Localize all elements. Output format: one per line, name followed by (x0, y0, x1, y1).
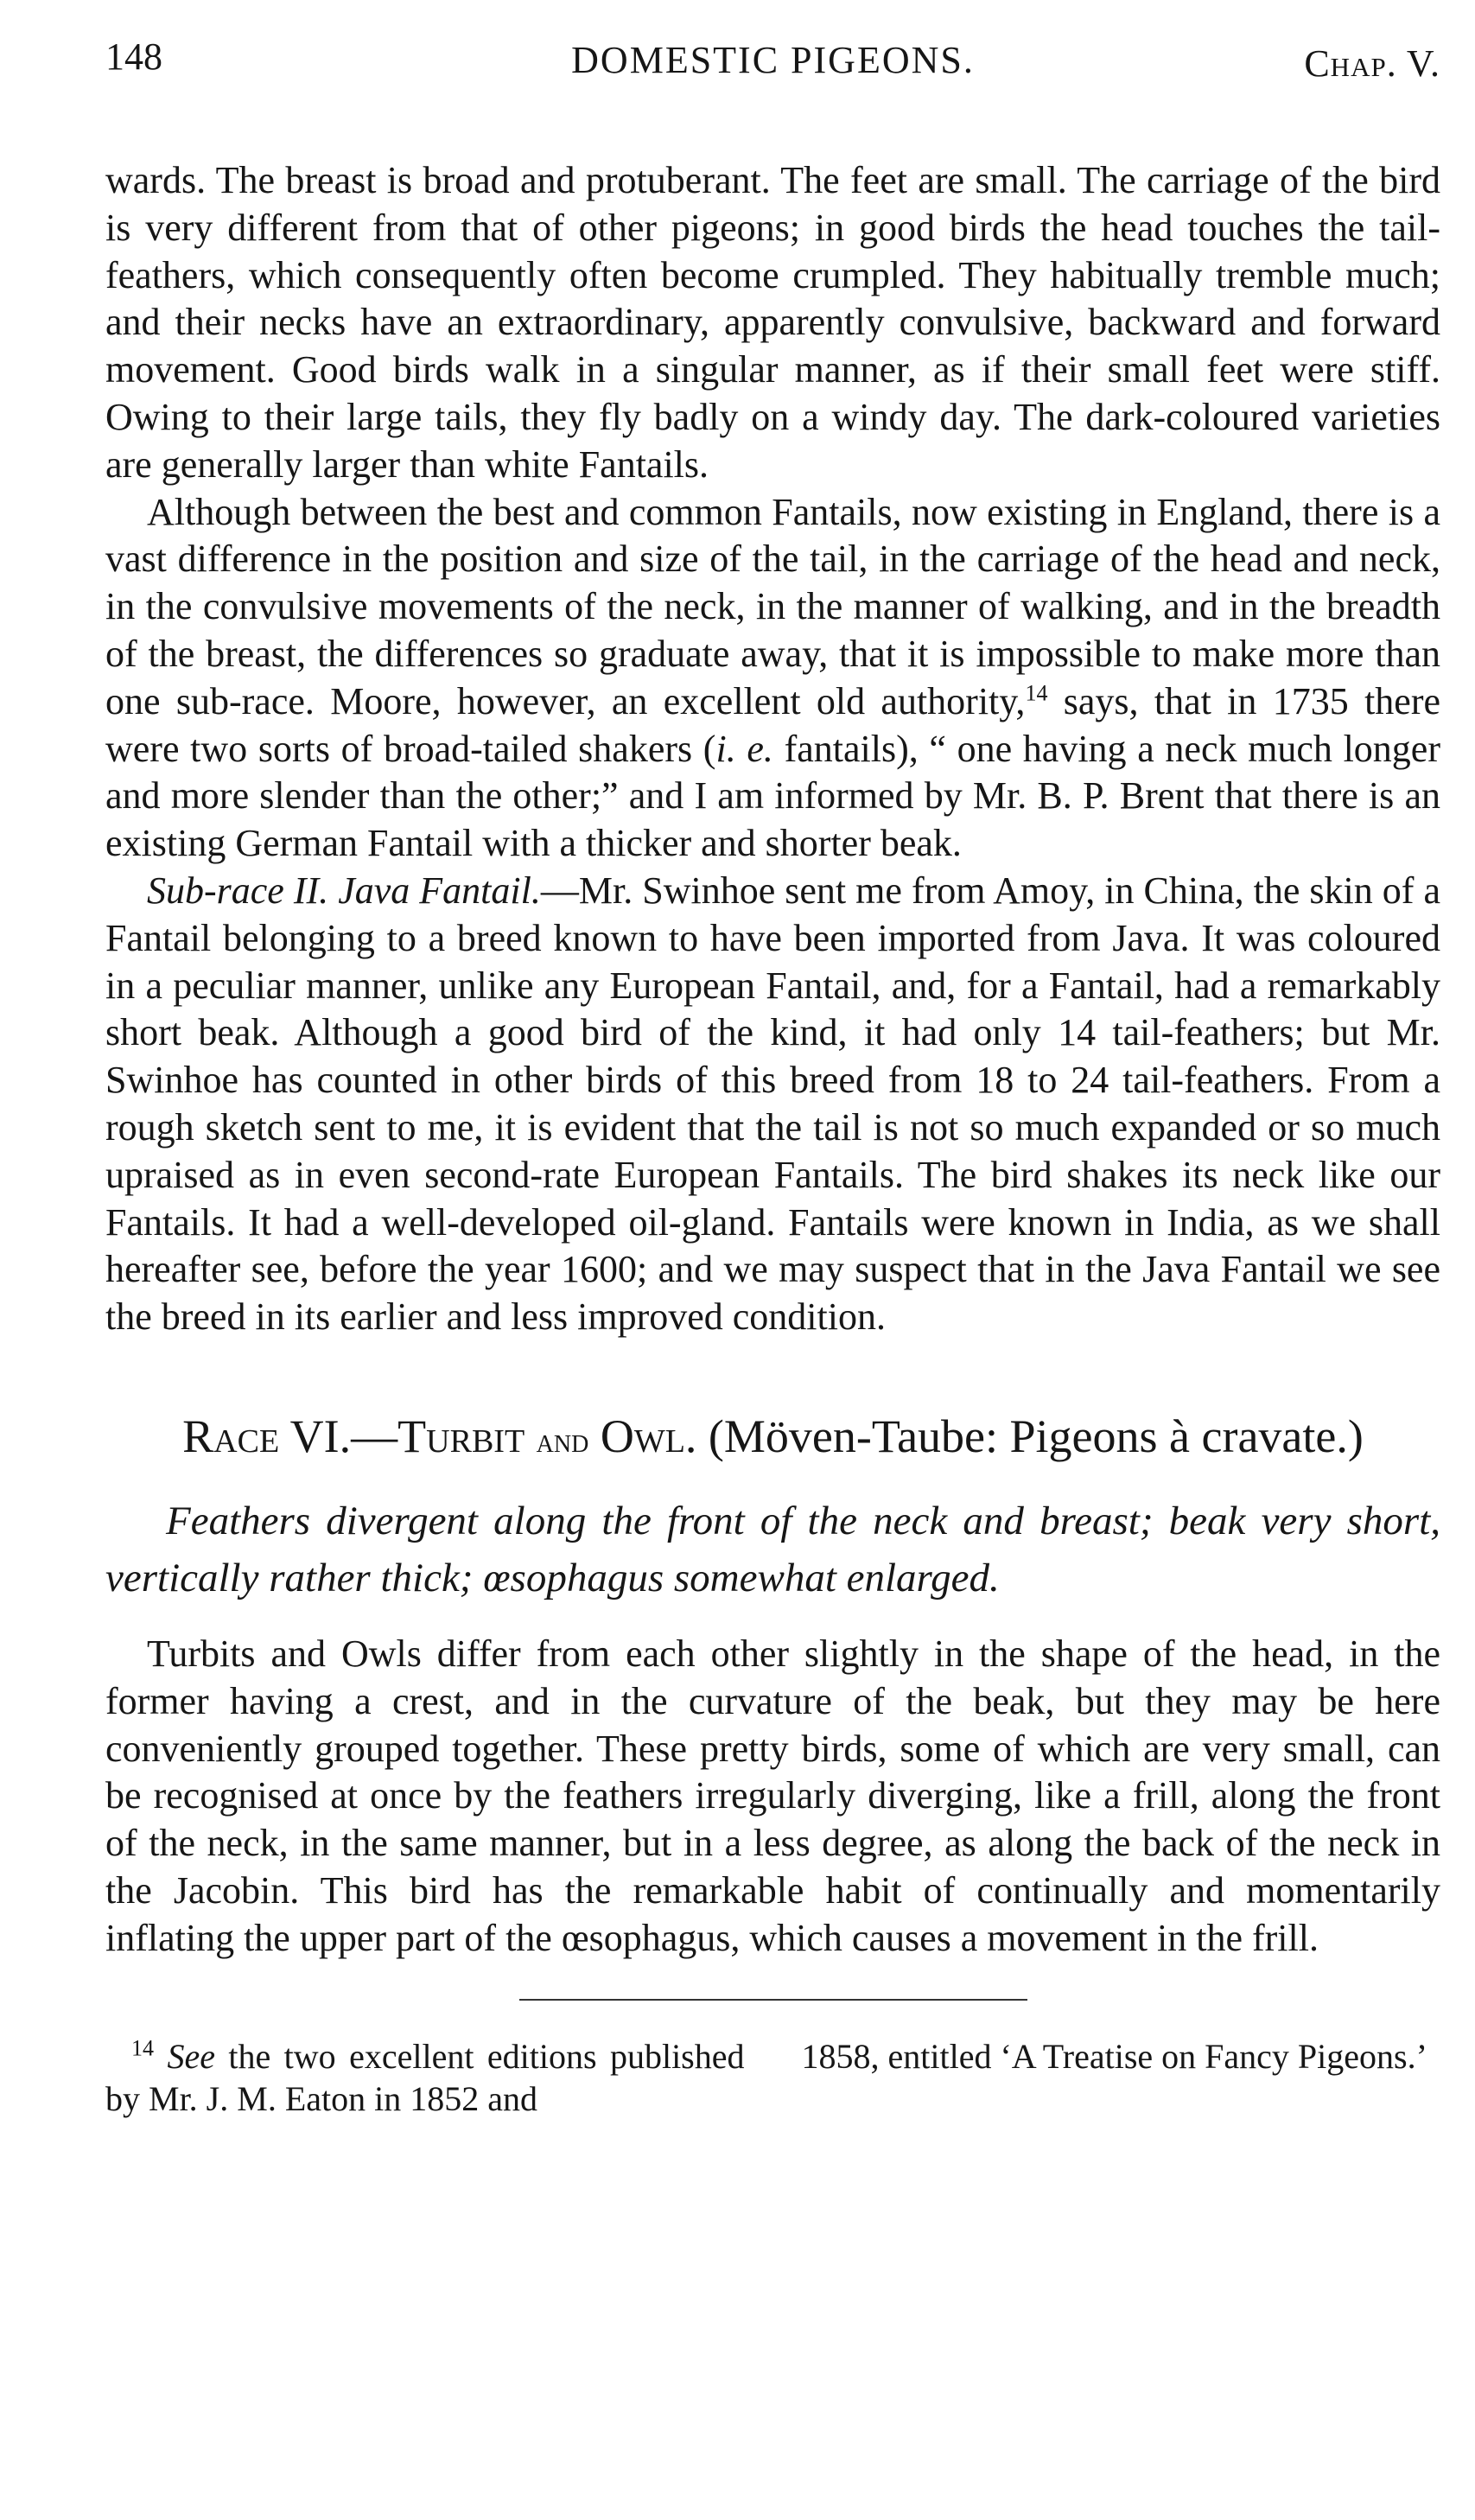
running-title: DOMESTIC PIGEONS. (571, 39, 975, 81)
race-number: Race VI. (182, 1410, 352, 1462)
footnotes (105, 2035, 1440, 2120)
running-head (105, 26, 1440, 85)
heading-owl: Owl. (600, 1410, 697, 1462)
footnote-text: the two excellent editions published by Mr. J. M. Eaton in 1852 and (105, 2036, 745, 2118)
footnote-see: See (167, 2036, 215, 2076)
race-heading (105, 1409, 1440, 1468)
footnote-divider (519, 1999, 1027, 2001)
paragraph-text: —Mr. Swinhoe sent me from Amoy, in China, the skin of a Fantail belonging to a breed known to have been imported from Java. It was coloured in a peculiar manner, unlike any European Fantail, and, for a Fantail, had a remarkably short beak. Although a good bird of the kind, it had only 14 tail-feathers; but Mr. Swinhoe has counted in other birds of this breed from 18 to 24 tail-feathers. From a rough sketch sent to me, it is evident that the tail is not so much expanded or so much upraised as in even second-rate European Fantails. The bird shakes its neck like our Fantails. It had a well-developed oil-gland. Fantails were known in India, as we shall hereafter see, before the year 1600; and we may suspect that in the Java Fantail we see the breed in its earlier and less improved condition. (105, 869, 1440, 1339)
paragraph-text: Although between the best and common Fantails, now existing in England, there is a vast difference in the position and size of the tail, in the carriage of the head and neck, in the convulsive movements of the neck, in the manner of walking, and in the breadth of the breast, the differences so graduate away, that it is impossible to make more than one sub-race. Moore, however, an excellent old authority, (105, 490, 1440, 722)
race-description: Feathers divergent along the front of the neck and breast; beak very short, vertically rather thick; œsophagus somewhat enlarged. (105, 1498, 1440, 1600)
heading-alt-names: (Möven-Taube: Pigeons à cravate.) (696, 1410, 1364, 1462)
paragraph-fantail-carriage: wards. The breast is broad and protuberant. The feet are small. The carriage of the bird is very different from that of other pigeons; in good birds the head touches the tail-feathers, which consequently often become crumpled. They habitually tremble much; and their necks have an extraordinary, apparently convulsive, backward and forward movement. Good birds walk in a singular manner, as if their small feet were stiff. Owing to their large tails, they fly badly on a windy day. The dark-coloured varieties are generally larger than white Fantails. (105, 159, 1440, 486)
paragraph-java-fantail (105, 868, 1440, 1341)
body-text (105, 157, 1440, 1341)
chapter-label: Chap. V. (1304, 42, 1440, 85)
heading-and: and (536, 1420, 589, 1460)
book-page (105, 26, 1440, 2120)
paragraph-text: says, that in 1735 there were two sorts of broad-tailed shakers ( (105, 679, 1440, 770)
subrace-label: Sub-race II. Java Fantail. (147, 869, 541, 912)
heading-dash: — (351, 1410, 398, 1462)
paragraph-fantail-subrace (105, 489, 1440, 868)
footnote-number: 14 (131, 2035, 154, 2061)
footnote-reference: 14 (1025, 680, 1048, 706)
heading-turbit: Turbit (397, 1410, 525, 1462)
turbit-section (105, 1631, 1440, 1963)
footnote-column-right: 1858, entitled ‘A Treatise on Fancy Pigeons.’ (801, 2036, 1427, 2076)
italic-abbreviation: i. e. (715, 727, 773, 770)
page-number: 148 (105, 35, 162, 78)
footnote-column-left (105, 2035, 745, 2120)
paragraph-turbits-owls: Turbits and Owls differ from each other slightly in the shape of the head, in the former having a crest, and in the curvature of the beak, but they may be here conveniently grouped together. These pretty birds, some of which are very small, can be recognised at once by the feathers irregularly diverging, like a frill, along the front of the neck, in the same manner, but in a less degree, as along the back of the neck in the Jacobin. This bird has the remarkable habit of continually and momentarily inflating the upper part of the œsophagus, which causes a movement in the frill. (105, 1632, 1440, 1959)
paragraph-text: fantails), “ one having a neck much longer and more slender than the other;” and I am informed by Mr. B. P. Brent that there is an existing German Fantail with a thicker and shorter beak. (105, 727, 1440, 865)
